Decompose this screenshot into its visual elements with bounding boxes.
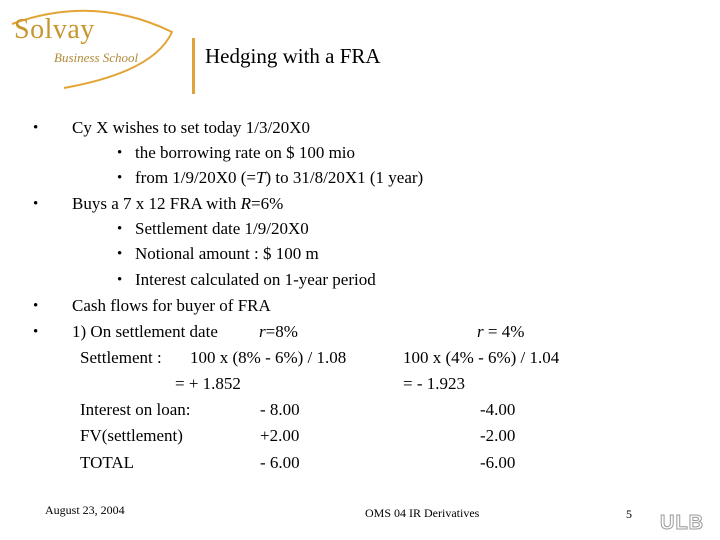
settlement-formula-a: 100 x (8% - 6%) / 1.08 bbox=[190, 348, 347, 367]
footer-title: OMS 04 IR Derivatives bbox=[365, 506, 480, 520]
rate-var-r: r bbox=[259, 322, 266, 341]
bullet-dot: • bbox=[33, 196, 39, 212]
bullet-2-3: Interest calculated on 1-year period bbox=[135, 270, 376, 289]
interest-a: - 8.00 bbox=[260, 400, 300, 419]
bullet-1: Cy X wishes to set today 1/3/20X0 bbox=[72, 118, 310, 137]
logo-business-school: Business School bbox=[54, 50, 139, 65]
bullet-1-1: the borrowing rate on $ 100 mio bbox=[135, 143, 356, 162]
interest-b: -4.00 bbox=[480, 400, 516, 419]
settlement-formula-b: 100 x (4% - 6%) / 1.04 bbox=[403, 348, 560, 367]
footer-date: August 23, 2004 bbox=[45, 503, 125, 517]
bullet-2-post: =6% bbox=[251, 194, 284, 213]
bullet-2-R: R bbox=[240, 194, 251, 213]
bullet-3: Cash flows for buyer of FRA bbox=[72, 296, 271, 315]
bullet-2-2: Notional amount : $ 100 m bbox=[135, 244, 319, 263]
sub-bullet-dot: • bbox=[117, 246, 123, 262]
rate-var-r: r bbox=[477, 322, 484, 341]
bullet-dot: • bbox=[33, 324, 39, 340]
scenario-rate-8 bbox=[259, 322, 298, 342]
total-label: TOTAL bbox=[80, 453, 135, 472]
bullet-dot: • bbox=[33, 298, 39, 314]
sub-bullet-dot: • bbox=[117, 221, 123, 237]
settlement-result-a: = + 1.852 bbox=[175, 374, 241, 393]
bullet-dot: • bbox=[33, 120, 39, 136]
sub-bullet-dot: • bbox=[117, 170, 123, 186]
bullet-1-2-T: T bbox=[256, 168, 266, 187]
bullet-2-1: Settlement date 1/9/20X0 bbox=[135, 219, 309, 238]
fv-a: +2.00 bbox=[260, 426, 300, 445]
total-b: -6.00 bbox=[480, 453, 516, 472]
bullet-1-2 bbox=[135, 168, 423, 188]
logo-solvay: Solvay bbox=[14, 14, 95, 45]
bullet-4: 1) On settlement date bbox=[72, 322, 218, 341]
slide-title: Hedging with a FRA bbox=[205, 44, 381, 68]
total-a: - 6.00 bbox=[260, 453, 300, 472]
bullet-2-pre: Buys a 7 x 12 FRA with bbox=[72, 194, 241, 213]
sub-bullet-dot: • bbox=[117, 145, 123, 161]
bullet-1-2-post: ) to 31/8/20X1 (1 year) bbox=[265, 168, 424, 187]
fv-label: FV(settlement) bbox=[80, 426, 183, 445]
scenario-rate-4 bbox=[477, 322, 524, 342]
fv-b: -2.00 bbox=[480, 426, 516, 445]
title-divider bbox=[192, 38, 195, 94]
interest-label: Interest on loan: bbox=[80, 400, 191, 419]
rate-value-4: = 4% bbox=[483, 322, 525, 341]
rate-value-8: =8% bbox=[265, 322, 298, 341]
sub-bullet-dot: • bbox=[117, 272, 123, 288]
settlement-label: Settlement : bbox=[80, 348, 162, 367]
settlement-result-b: = - 1.923 bbox=[403, 374, 465, 393]
bullet-2 bbox=[72, 194, 283, 214]
bullet-1-2-pre: from 1/9/20X0 (= bbox=[135, 168, 257, 187]
footer-page-number: 5 bbox=[626, 507, 632, 521]
ulb-logo: ULB bbox=[660, 512, 705, 534]
